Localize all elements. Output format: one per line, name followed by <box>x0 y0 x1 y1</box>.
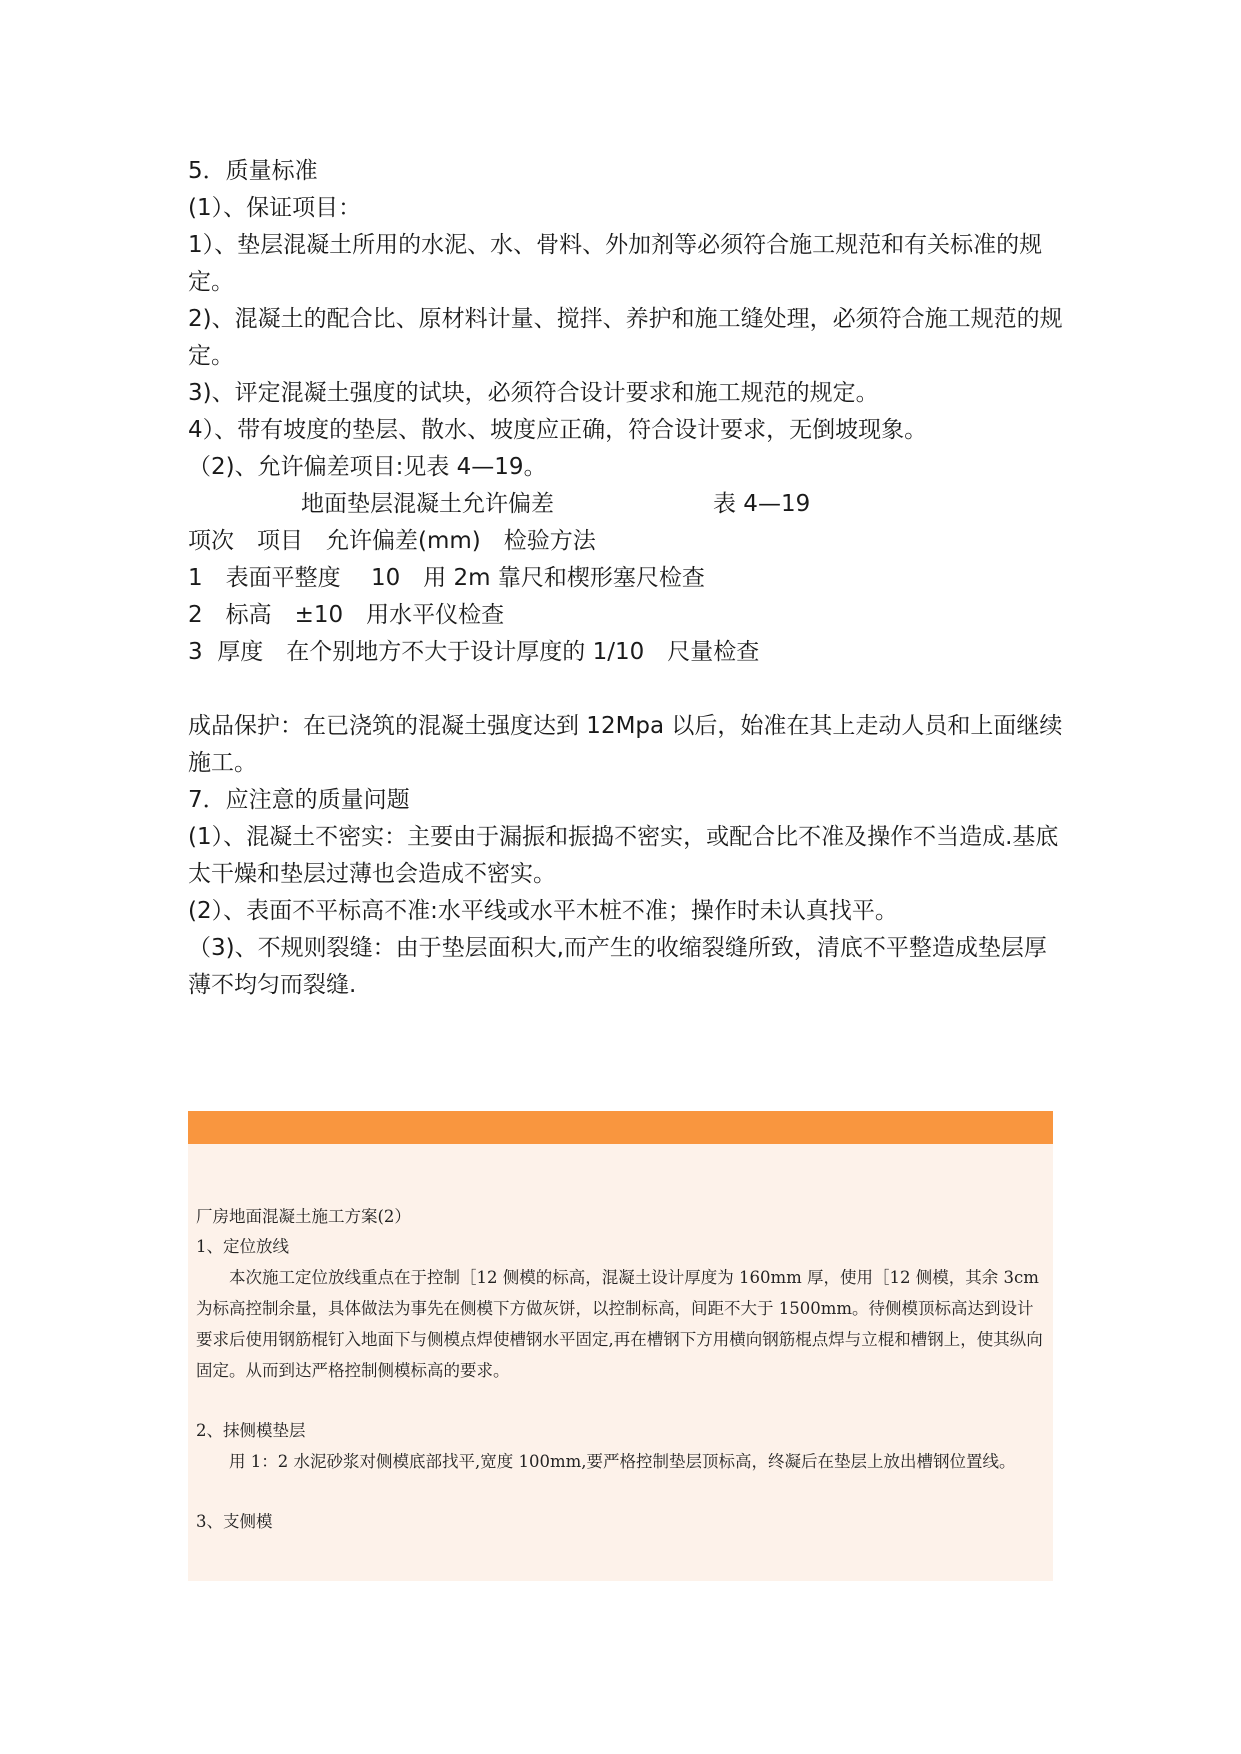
section-text-positioning: 本次施工定位放线重点在于控制［12 侧模的标高，混凝土设计厚度为 160mm 厚，使用［12 侧模，其余 3cm 为标高控制余量，具体做法为事先在侧模下方做灰饼，以控制标高，间距不大于 1500mm。待侧模顶标高达到设计要求后使用钢筋棍钉入地面下与侧模点焊使槽钢水平固定,再在槽钢下方用横向钢筋棍点焊与立棍和槽钢上，使其纵向固定。从而到达严格控制侧模标高的要求。 <box>196 1268 1043 1380</box>
guarantee-item-3: 3)、评定混凝土强度的试块，必须符合设计要求和施工规范的规定。 <box>188 380 879 406</box>
section-heading-quality-standard: 5．质量标准 <box>188 158 318 184</box>
panel-header-bar <box>188 1111 1053 1144</box>
deviation-table-row: 2 标高 ±10 用水平仪检查 <box>188 602 505 628</box>
section-heading-quality-issues: 7．应注意的质量问题 <box>188 787 410 813</box>
spacer <box>188 671 1068 708</box>
panel-body <box>188 1202 1053 1537</box>
finished-product-protection: 成品保护：在已浇筑的混凝土强度达到 12Mpa 以后，始准在其上走动人员和上面继续施工。 <box>188 713 1063 776</box>
quality-issue-2: (2）、表面不平标高不准:水平线或水平木桩不准；操作时未认真找平。 <box>188 898 898 924</box>
section-heading-side-form-cushion: 2、抹侧模垫层 <box>196 1421 306 1440</box>
subheading-allowed-deviation: （2)、允许偏差项目:见表 4—19。 <box>188 454 547 480</box>
panel-title: 厂房地面混凝土施工方案(2） <box>196 1207 411 1226</box>
deviation-table-row: 3 厚度 在个别地方不大于设计厚度的 1/10 尺量检查 <box>188 639 760 665</box>
spacer <box>196 1477 1045 1507</box>
quality-issue-1: (1）、混凝土不密实：主要由于漏振和振捣不密实，或配合比不准及操作不当造成.基底太干燥和垫层过薄也会造成不密实。 <box>188 824 1059 887</box>
guarantee-item-1: 1）、垫层混凝土所用的水泥、水、骨料、外加剂等必须符合施工规范和有关标准的规定。 <box>188 232 1043 295</box>
table-caption <box>188 486 1068 523</box>
guarantee-item-2: 2)、混凝土的配合比、原材料计量、搅拌、养护和施工缝处理，必须符合施工规范的规定。 <box>188 306 1063 369</box>
guarantee-item-4: 4）、带有坡度的垫层、散水、坡度应正确，符合设计要求，无倒坡现象。 <box>188 417 928 443</box>
deviation-table-row: 1 表面平整度 10 用 2m 靠尺和楔形塞尺检查 <box>188 565 705 591</box>
section-heading-side-form-support: 3、支侧模 <box>196 1512 273 1531</box>
spacer <box>196 1386 1045 1416</box>
quality-standards-section <box>188 153 1068 1004</box>
quality-issue-3: （3)、不规则裂缝：由于垫层面积大,而产生的收缩裂缝所致，清底不平整造成垫层厚薄不均匀而裂缝. <box>188 935 1047 998</box>
table-caption-number: 表 4—19 <box>713 491 811 517</box>
subheading-guarantee-items: (1）、保证项目： <box>188 195 362 221</box>
table-caption-name: 地面垫层混凝土允许偏差 <box>301 491 554 517</box>
deviation-table-header: 项次 项目 允许偏差(mm) 检验方法 <box>188 528 596 554</box>
section-heading-positioning: 1、定位放线 <box>196 1237 289 1256</box>
construction-plan-panel <box>188 1111 1053 1581</box>
section-text-side-form-cushion: 用 1：2 水泥砂浆对侧模底部找平,宽度 100mm,要严格控制垫层顶标高，终凝后在垫层上放出槽钢位置线。 <box>229 1452 1016 1471</box>
